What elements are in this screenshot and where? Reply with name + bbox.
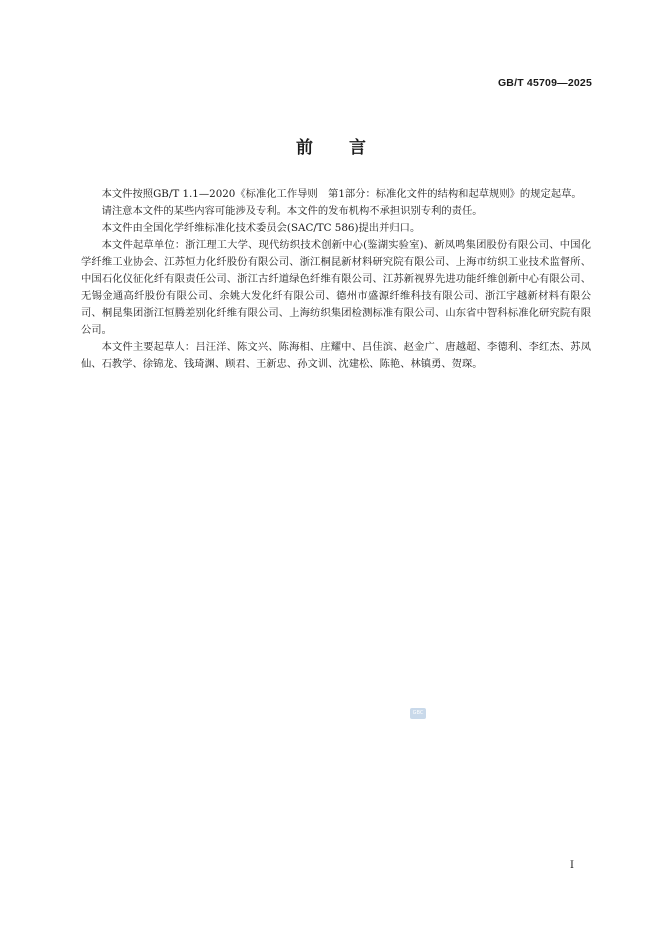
page-number: I xyxy=(570,860,574,871)
document-body xyxy=(81,186,591,373)
paragraph-committee: 本文件由全国化学纤维标准化技术委员会(SAC/TC 586)提出并归口。 xyxy=(101,222,421,234)
watermark-logo: GBC xyxy=(410,708,426,719)
paragraph-drafting-rules: 本文件按照GB/T 1.1—2020《标准化工作导则 第1部分：标准化文件的结构和起草规则》的规定起草。 xyxy=(101,188,582,200)
paragraph-main-drafters: 本文件主要起草人：吕汪洋、陈文兴、陈海相、庄耀中、吕佳滨、赵金广、唐越超、李德利、李红杰、苏凤仙、石教学、徐锦龙、钱琦渊、顾君、王新忠、孙文训、沈建松、陈艳、林镇勇、贺琛。 xyxy=(81,341,591,370)
standard-code: GB/T 45709—2025 xyxy=(497,77,592,89)
page-title: 前言 xyxy=(296,138,402,158)
paragraph-drafting-units: 本文件起草单位：浙江理工大学、现代纺织技术创新中心(鉴湖实验室)、新凤鸣集团股份有限公司、中国化学纤维工业协会、江苏恒力化纤股份有限公司、浙江桐昆新材料研究院有限公司、上海市纺织工业技术监督所、中国石化仪征化纤有限责任公司、浙江古纤道绿色纤维有限公司、江苏新视界先进功能纤维创新中心有限公司、无锡金通高纤股份有限公司、余姚大发化纤有限公司、德州市盛源纤维科技有限公司、浙江宇越新材料有限公司、桐昆集团浙江恒腾差别化纤维有限公司、上海纺织集团检测标准有限公司、山东省中智科标准化研究院有限公司。 xyxy=(81,239,591,336)
paragraph-patent-notice: 请注意本文件的某些内容可能涉及专利。本文件的发布机构不承担识别专利的责任。 xyxy=(101,205,483,217)
